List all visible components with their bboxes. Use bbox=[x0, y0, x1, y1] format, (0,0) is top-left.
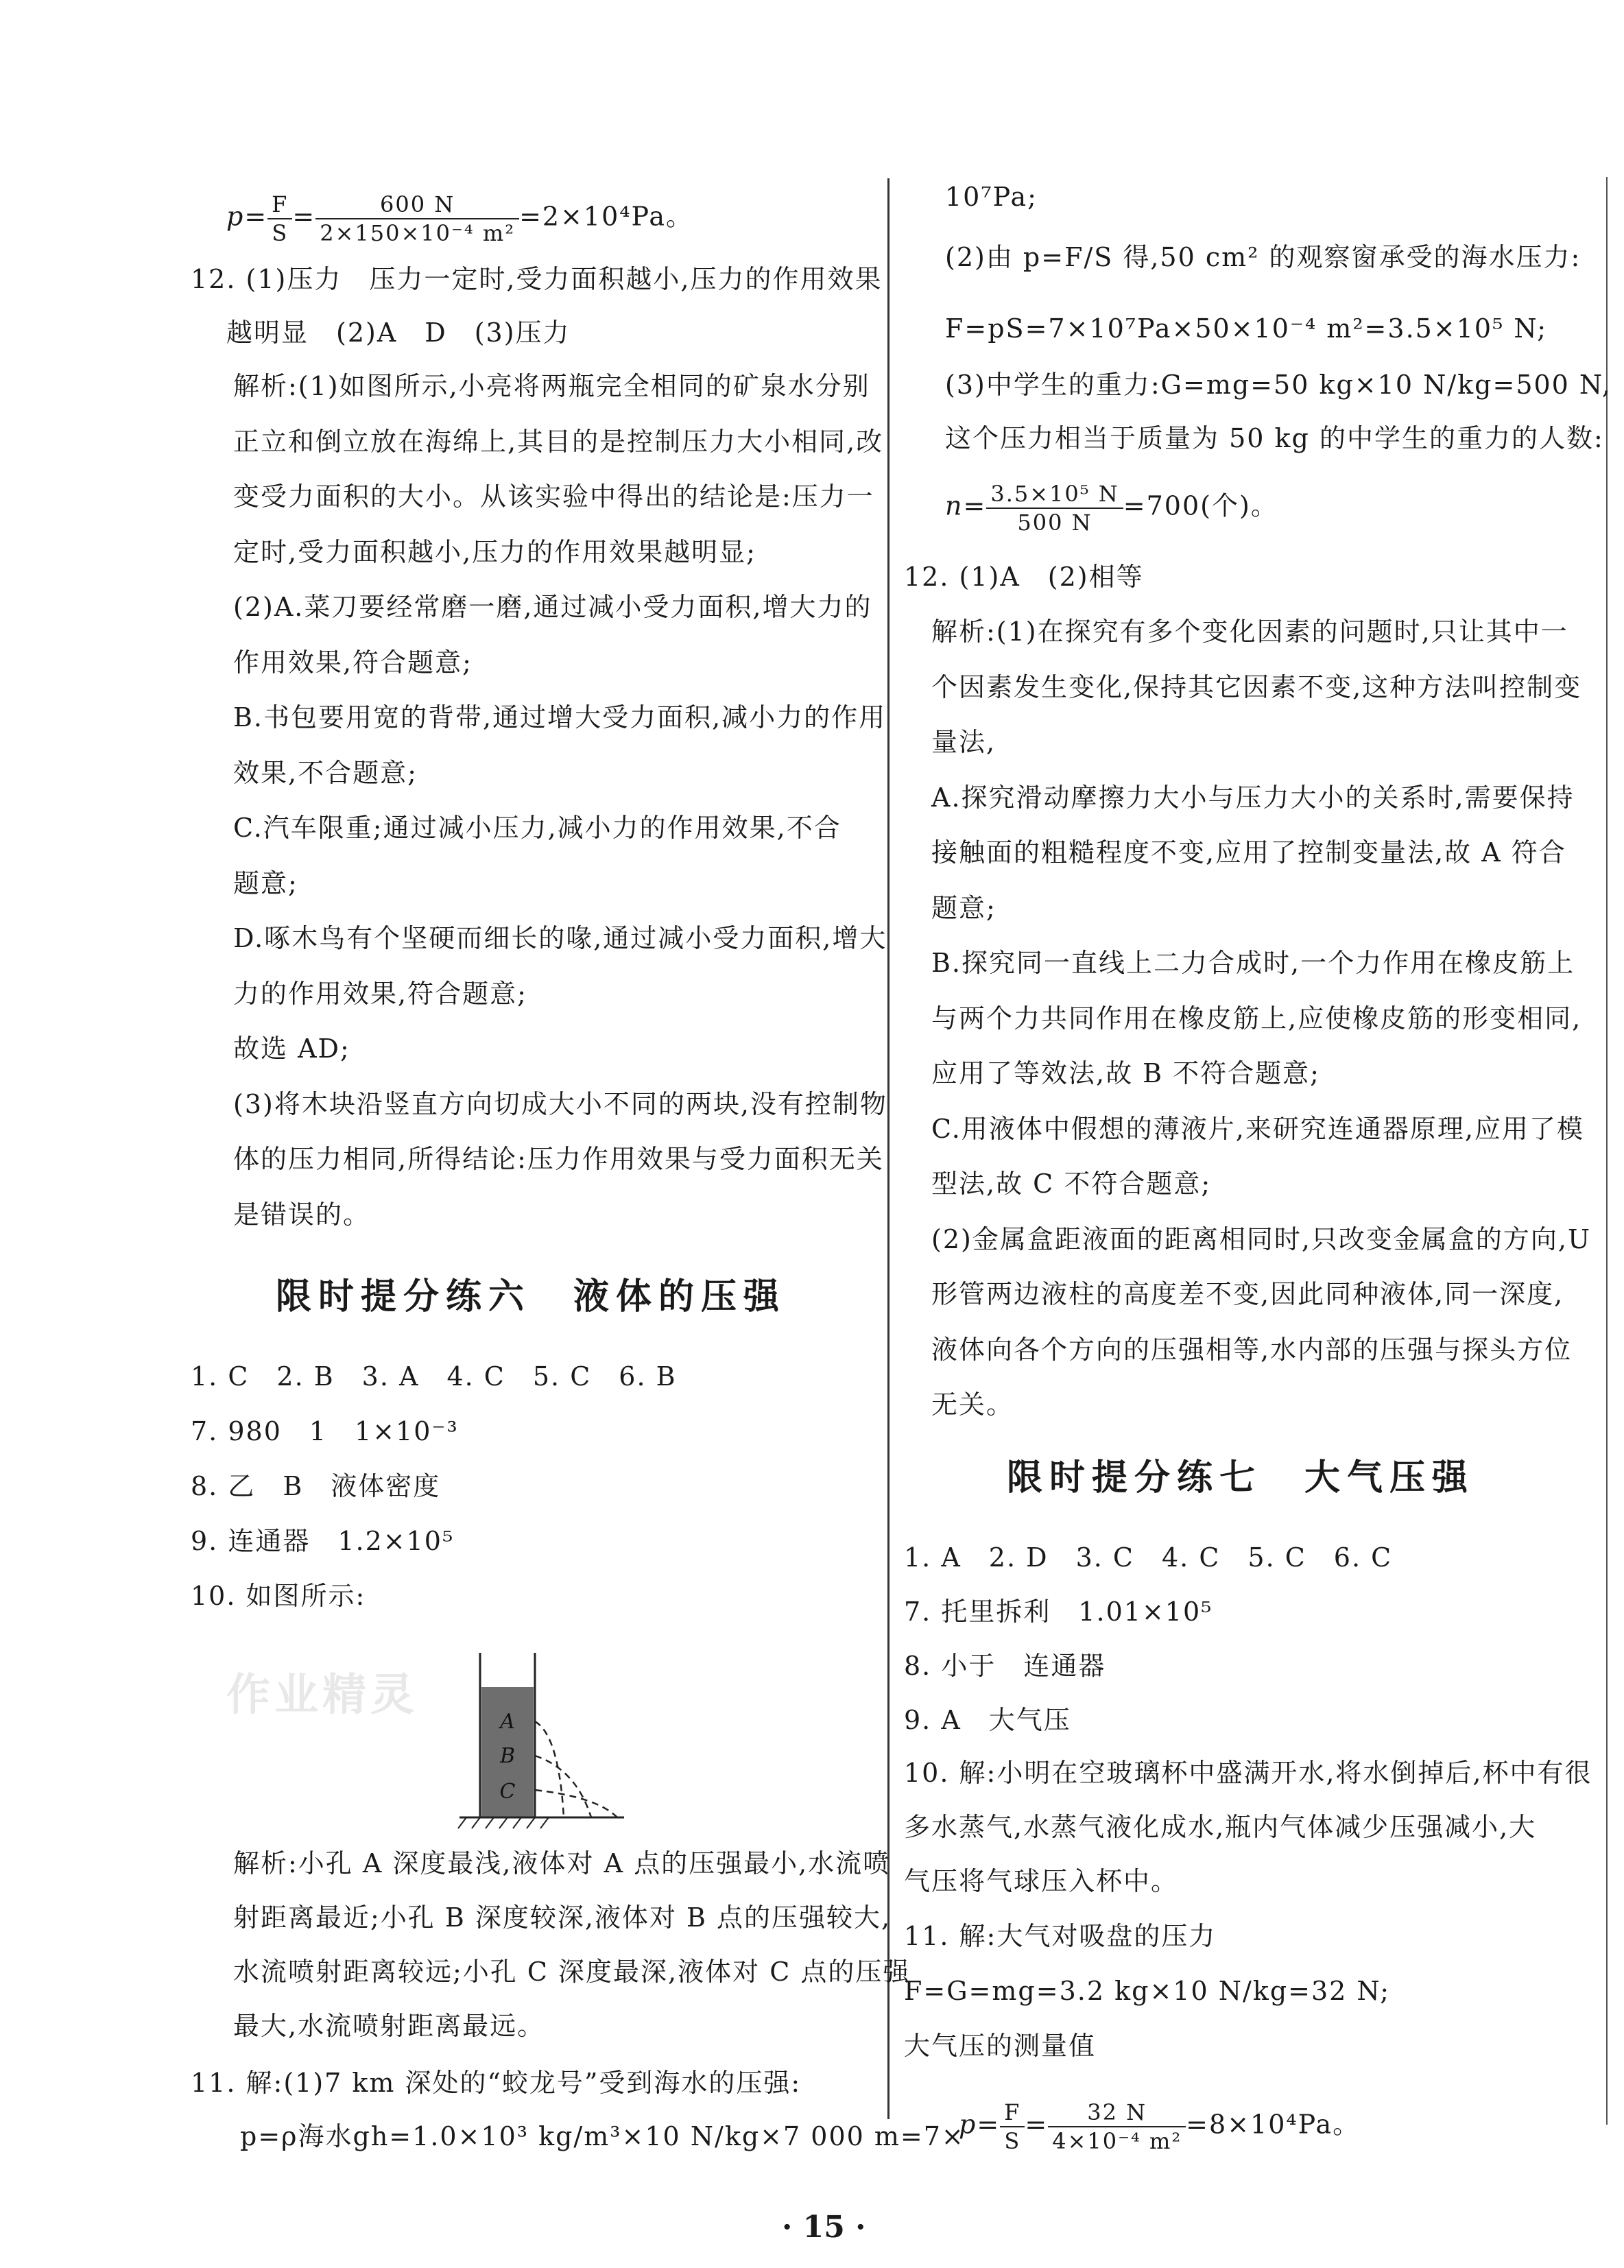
answer-line: 8. 小于 连通器 bbox=[904, 1651, 1106, 1681]
explanation-line: 个因素发生变化,保持其它因素不变,这种方法叫控制变 bbox=[931, 671, 1582, 702]
formula-n-line: n= $\frac{\text{3.5×10⁵ N}}{500 N}$ =700(个)。 bbox=[945, 481, 1278, 536]
explanation-line: B.探究同一直线上二力合成时,一个力作用在橡皮筋上 bbox=[931, 948, 1575, 978]
page-edge-line bbox=[1606, 177, 1608, 2125]
explanation-line: 正立和倒立放在海绵上,其目的是控制压力大小相同,改 bbox=[233, 426, 884, 457]
explanation-line: 型法,故 C 不符合题意; bbox=[931, 1169, 1212, 1199]
formula-atm-line: p= $\frac{F}{S}$ = $\frac{32 N}{\text{4×10⁻⁴ m²}}$ =8×10⁴Pa。 bbox=[959, 2099, 1361, 2154]
watermark-text: 作业精灵 bbox=[226, 1669, 418, 1721]
jet-c bbox=[535, 1790, 617, 1817]
liquid-pressure-figure bbox=[411, 1653, 645, 1831]
explanation-line: 解析:(1)在探究有多个变化因素的问题时,只让其中一 bbox=[931, 617, 1568, 647]
answer-line: 气压将气球压入杯中。 bbox=[904, 1866, 1179, 1896]
explanation-line: 题意; bbox=[233, 868, 298, 898]
answer-line: 7. 980 1 1×10⁻³ bbox=[191, 1416, 459, 1446]
hole-label-b: B bbox=[499, 1744, 516, 1768]
answer-line: 1. A 2. D 3. C 4. C 5. C 6. C bbox=[904, 1542, 1393, 1573]
page-number: · 15 · bbox=[782, 2210, 866, 2245]
formula-pressure-line: p= $\frac{F}{S}$ = $\frac{600 N}{\text{2×150×10⁻⁴ m²}}$ =2×10⁴Pa。 bbox=[226, 191, 694, 246]
explanation-line: 解析:小孔 A 深度最浅,液体对 A 点的压强最小,水流喷 bbox=[233, 1848, 891, 1878]
q12-answer-line1: 12. (1)压力 压力一定时,受力面积越小,压力的作用效果 bbox=[191, 264, 883, 294]
explanation-line: C.用液体中假想的薄液片,来研究连通器原理,应用了模 bbox=[931, 1113, 1584, 1144]
explanation-line: 水流喷射距离较远;小孔 C 深度最深,液体对 C 点的压强 bbox=[233, 1957, 911, 1987]
q12-answer-line2: 越明显 (2)A D (3)压力 bbox=[226, 318, 571, 348]
ground-hatch bbox=[458, 1817, 549, 1828]
explanation-line: (2)金属盒距液面的距离相同时,只改变金属盒的方向,U bbox=[931, 1223, 1592, 1254]
q11-answer-line1: 11. 解:(1)7 km 深处的“蛟龙号”受到海水的压强: bbox=[191, 2068, 802, 2098]
answer-line: 10. 如图所示: bbox=[191, 1581, 366, 1611]
explanation-line: A.探究滑动摩擦力大小与压力大小的关系时,需要保持 bbox=[931, 782, 1575, 813]
explanation-line: 故选 AD; bbox=[233, 1034, 350, 1064]
explanation-line: 无关。 bbox=[931, 1389, 1014, 1420]
explanation-line: 最大,水流喷射距离最远。 bbox=[233, 2011, 545, 2041]
people-line: 这个压力相当于质量为 50 kg 的中学生的重力的人数: bbox=[945, 423, 1604, 453]
explanation-line: 题意; bbox=[931, 892, 996, 923]
explanation-line: 应用了等效法,故 B 不符合题意; bbox=[931, 1058, 1320, 1088]
explanation-line: 力的作用效果,符合题意; bbox=[233, 978, 527, 1009]
explanation-line: 解析:(1)如图所示,小亮将两瓶完全相同的矿泉水分别 bbox=[233, 371, 870, 401]
explanation-line: C.汽车限重;通过减小压力,减小力的作用效果,不合 bbox=[233, 813, 841, 843]
explanation-line: 量法, bbox=[931, 727, 996, 757]
explanation-line: 体的压力相同,所得结论:压力作用效果与受力面积无关 bbox=[233, 1144, 884, 1174]
answer-line: 大气压的测量值 bbox=[904, 2031, 1097, 2061]
explanation-line: 与两个力共同作用在橡皮筋上,应使橡皮筋的形变相同, bbox=[931, 1003, 1582, 1034]
q11-answer-line2: p=ρ海水gh=1.0×10³ kg/m³×10 N/kg×7 000 m=7× bbox=[240, 2121, 965, 2151]
part2-line: (2)由 p=F/S 得,50 cm² 的观察窗承受的海水压力: bbox=[945, 242, 1581, 272]
answer-line: 多水蒸气,水蒸气液化成水,瓶内气体减少压强减小,大 bbox=[904, 1812, 1537, 1842]
column-divider bbox=[887, 178, 889, 2119]
explanation-line: 效果,不合题意; bbox=[233, 757, 418, 788]
explanation-line: 作用效果,符合题意; bbox=[233, 647, 473, 678]
explanation-line: 射距离最近;小孔 B 深度较深,液体对 B 点的压强较大, bbox=[233, 1902, 892, 1933]
answer-line: 8. 乙 B 液体密度 bbox=[191, 1471, 441, 1501]
explanation-line: 液体向各个方向的压强相等,水内部的压强与探头方位 bbox=[931, 1334, 1573, 1365]
explanation-line: 接触面的粗糙程度不变,应用了控制变量法,故 A 符合 bbox=[931, 837, 1566, 868]
answer-line: 7. 托里拆利 1.01×10⁵ bbox=[904, 1597, 1213, 1627]
cont-line: 10⁷Pa; bbox=[945, 182, 1038, 212]
explanation-line: 变受力面积的大小。从该实验中得出的结论是:压力一 bbox=[233, 481, 874, 512]
part3-line: (3)中学生的重力:G=mg=50 kg×10 N/kg=500 N, bbox=[945, 370, 1612, 400]
explanation-line: B.书包要用宽的背带,通过增大受力面积,减小力的作用 bbox=[233, 702, 887, 732]
answer-line: 1. C 2. B 3. A 4. C 5. C 6. B bbox=[191, 1361, 677, 1392]
hole-label-a: A bbox=[500, 1710, 515, 1734]
answer-line: F=G=mg=3.2 kg×10 N/kg=32 N; bbox=[904, 1976, 1391, 2006]
hole-label-c: C bbox=[499, 1780, 516, 1804]
answer-line: 9. 连通器 1.2×10⁵ bbox=[191, 1526, 455, 1556]
answer-line: 9. A 大气压 bbox=[904, 1705, 1071, 1735]
section-heading-7: 限时提分练七 大气压强 bbox=[1007, 1457, 1475, 1499]
force-line: F=pS=7×10⁷Pa×50×10⁻⁴ m²=3.5×10⁵ N; bbox=[945, 313, 1548, 344]
explanation-line: 是错误的。 bbox=[233, 1199, 371, 1230]
explanation-line: 定时,受力面积越小,压力的作用效果越明显; bbox=[233, 536, 756, 567]
q12-answer: 12. (1)A (2)相等 bbox=[904, 562, 1144, 592]
section-heading-6: 限时提分练六 液体的压强 bbox=[276, 1276, 787, 1317]
explanation-line: (3)将木块沿竖直方向切成大小不同的两块,没有控制物 bbox=[233, 1088, 887, 1119]
explanation-line: D.啄木鸟有个坚硬而细长的喙,通过减小受力面积,增大 bbox=[233, 923, 887, 953]
explanation-line: 形管两边液柱的高度差不变,因此同种液体,同一深度, bbox=[931, 1279, 1564, 1309]
answer-line: 10. 解:小明在空玻璃杯中盛满开水,将水倒掉后,杯中有很 bbox=[904, 1758, 1592, 1788]
explanation-line: (2)A.菜刀要经常磨一磨,通过减小受力面积,增大力的 bbox=[233, 592, 872, 622]
answer-line: 11. 解:大气对吸盘的压力 bbox=[904, 1921, 1217, 1951]
